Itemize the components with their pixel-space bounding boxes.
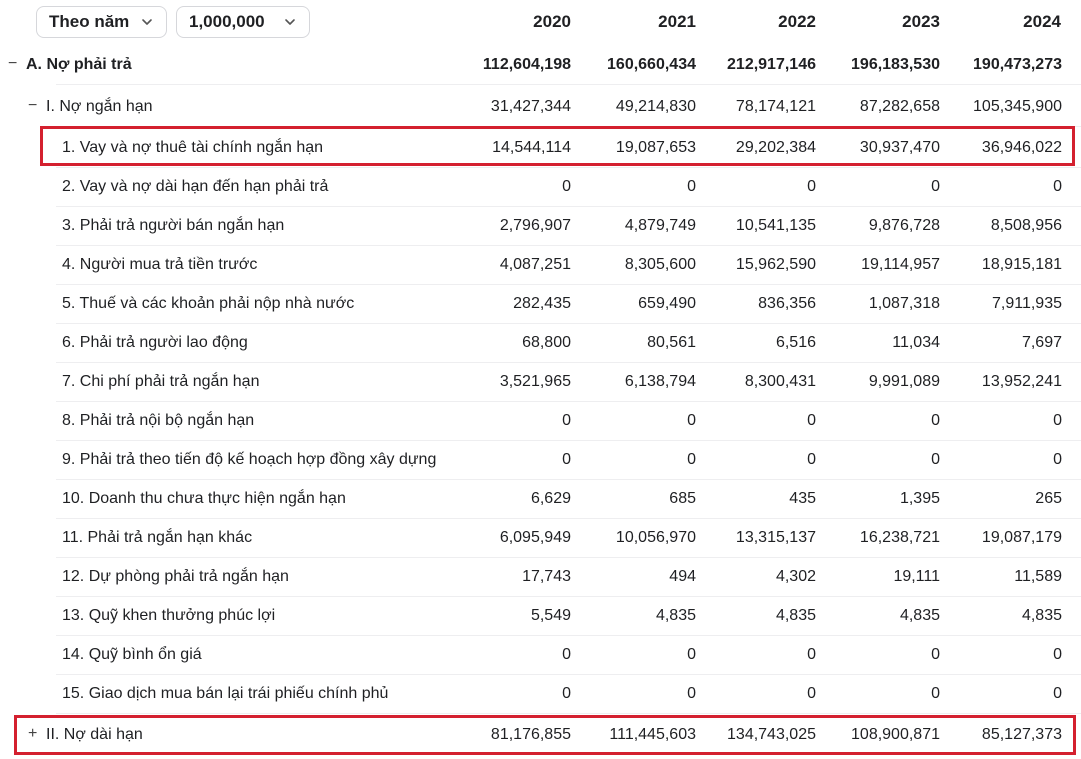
row-value: 1,395 — [899, 490, 940, 507]
row-label: 13. Quỹ khen thưởng phúc lợi — [62, 607, 276, 624]
collapse-icon[interactable]: − — [8, 55, 18, 72]
row-value: 19,087,653 — [615, 139, 696, 156]
row-label: 14. Quỹ bình ổn giá — [62, 646, 202, 663]
row-value: 10,541,135 — [735, 217, 816, 234]
row-value: 4,835 — [899, 607, 940, 624]
row-label: 2. Vay và nợ dài hạn đến hạn phải trả — [62, 178, 329, 195]
row-value: 0 — [562, 412, 571, 429]
table-row — [0, 636, 1081, 675]
row-value: 265 — [1035, 490, 1062, 507]
row-value: 1,087,318 — [868, 295, 940, 312]
row-value: 4,302 — [775, 568, 816, 585]
row-value: 11,589 — [1014, 568, 1062, 585]
row-value: 0 — [562, 685, 571, 702]
row-value: 282,435 — [513, 295, 571, 312]
row-value: 7,697 — [1021, 334, 1062, 351]
table-row — [0, 363, 1081, 402]
row-value: 15,962,590 — [735, 256, 816, 273]
period-select-value: Theo năm — [49, 12, 130, 31]
row-value: 85,127,373 — [981, 726, 1062, 743]
table-row — [0, 480, 1081, 519]
table-row — [0, 441, 1081, 480]
row-value: 80,561 — [647, 334, 696, 351]
row-label: II. Nợ dài hạn — [46, 726, 143, 743]
row-value: 4,087,251 — [499, 256, 571, 273]
row-value: 0 — [562, 178, 571, 195]
collapse-icon[interactable]: − — [28, 97, 38, 114]
row-value: 10,056,970 — [615, 529, 696, 546]
row-value: 6,516 — [775, 334, 816, 351]
row-value: 0 — [1053, 451, 1062, 468]
row-value: 18,915,181 — [981, 256, 1062, 273]
row-value: 134,743,025 — [727, 726, 816, 743]
row-value: 435 — [789, 490, 816, 507]
row-value: 29,202,384 — [735, 139, 816, 156]
row-value: 0 — [687, 412, 696, 429]
row-value: 17,743 — [522, 568, 571, 585]
table-row — [0, 675, 1081, 714]
row-value: 36,946,022 — [981, 139, 1062, 156]
row-value: 49,214,830 — [615, 98, 696, 115]
row-value: 11,034 — [892, 334, 940, 351]
expand-icon[interactable]: + — [28, 725, 38, 742]
row-value: 0 — [931, 178, 940, 195]
table-row — [0, 558, 1081, 597]
row-label: 7. Chi phí phải trả ngắn hạn — [62, 373, 260, 390]
row-value: 6,095,949 — [499, 529, 571, 546]
row-label: 15. Giao dịch mua bán lại trái phiếu chính phủ — [62, 685, 389, 702]
unit-select[interactable] — [176, 6, 310, 38]
row-value: 87,282,658 — [859, 98, 940, 115]
row-label: 6. Phải trả người lao động — [62, 334, 248, 351]
row-value: 196,183,530 — [851, 56, 940, 73]
row-label: 3. Phải trả người bán ngắn hạn — [62, 217, 285, 234]
row-value: 19,111 — [893, 568, 940, 585]
row-label: 4. Người mua trả tiền trước — [62, 256, 258, 273]
row-value: 0 — [687, 451, 696, 468]
row-value: 0 — [562, 646, 571, 663]
row-value: 494 — [669, 568, 696, 585]
row-value: 0 — [931, 646, 940, 663]
row-label: 1. Vay và nợ thuê tài chính ngắn hạn — [62, 139, 324, 156]
period-select[interactable] — [36, 6, 167, 38]
row-value: 108,900,871 — [851, 726, 940, 743]
row-value: 685 — [669, 490, 696, 507]
row-value: 14,544,114 — [492, 139, 571, 156]
year-header: 2022 — [778, 12, 816, 31]
row-value: 8,300,431 — [744, 373, 816, 390]
row-label: 11. Phải trả ngắn hạn khác — [62, 529, 253, 546]
table-row[interactable] — [0, 88, 1081, 127]
row-value: 0 — [687, 685, 696, 702]
row-value: 105,345,900 — [973, 98, 1062, 115]
row-value: 31,427,344 — [490, 98, 571, 115]
row-value: 4,879,749 — [624, 217, 696, 234]
row-value: 4,835 — [1021, 607, 1062, 624]
row-value: 0 — [1053, 646, 1062, 663]
table-row — [0, 324, 1081, 363]
row-label: 10. Doanh thu chưa thực hiện ngắn hạn — [62, 490, 346, 507]
row-label: A. Nợ phải trả — [26, 56, 132, 73]
row-value: 0 — [687, 178, 696, 195]
row-value: 112,604,198 — [482, 56, 571, 73]
table-row — [0, 402, 1081, 441]
year-header: 2020 — [533, 12, 571, 31]
row-value: 0 — [807, 646, 816, 663]
row-value: 0 — [687, 646, 696, 663]
row-divider — [56, 84, 1081, 85]
row-value: 13,315,137 — [735, 529, 816, 546]
row-label: 12. Dự phòng phải trả ngắn hạn — [62, 568, 289, 585]
row-value: 0 — [1053, 412, 1062, 429]
row-value: 19,087,179 — [981, 529, 1062, 546]
row-value: 13,952,241 — [981, 373, 1062, 390]
year-header: 2024 — [1023, 12, 1061, 31]
row-value: 9,876,728 — [868, 217, 940, 234]
row-value: 212,917,146 — [727, 56, 816, 73]
chevron-down-icon — [283, 15, 297, 29]
row-divider — [56, 713, 1081, 714]
row-value: 7,911,935 — [992, 295, 1062, 312]
table-row — [0, 246, 1081, 285]
row-value: 0 — [562, 451, 571, 468]
row-value: 0 — [807, 412, 816, 429]
highlight-box — [40, 126, 1075, 166]
row-value: 8,305,600 — [624, 256, 696, 273]
row-value: 81,176,855 — [490, 726, 571, 743]
row-value: 0 — [1053, 685, 1062, 702]
row-value: 0 — [931, 412, 940, 429]
row-label: 9. Phải trả theo tiến độ kế hoạch hợp đồng xây dựng — [62, 451, 437, 468]
row-value: 19,114,957 — [861, 256, 940, 273]
row-value: 836,356 — [758, 295, 816, 312]
row-value: 0 — [807, 685, 816, 702]
row-value: 30,937,470 — [859, 139, 940, 156]
row-value: 111,445,603 — [609, 726, 696, 743]
row-value: 0 — [931, 451, 940, 468]
row-value: 9,991,089 — [868, 373, 940, 390]
row-value: 3,521,965 — [499, 373, 571, 390]
row-label: I. Nợ ngắn hạn — [46, 98, 153, 115]
row-value: 8,508,956 — [990, 217, 1062, 234]
row-value: 0 — [931, 685, 940, 702]
row-value: 2,796,907 — [499, 217, 571, 234]
row-value: 16,238,721 — [859, 529, 940, 546]
highlight-box — [14, 715, 1076, 755]
table-row — [0, 168, 1081, 207]
table-row — [0, 519, 1081, 558]
row-value: 160,660,434 — [607, 56, 696, 73]
table-row — [0, 597, 1081, 636]
row-label: 5. Thuế và các khoản phải nộp nhà nước — [62, 295, 355, 312]
row-value: 68,800 — [522, 334, 571, 351]
unit-select-value: 1,000,000 — [189, 12, 265, 31]
table-row[interactable] — [0, 46, 1081, 85]
row-value: 5,549 — [530, 607, 571, 624]
row-value: 78,174,121 — [735, 98, 816, 115]
year-header: 2021 — [658, 12, 696, 31]
row-value: 190,473,273 — [973, 56, 1062, 73]
table-row — [0, 285, 1081, 324]
toolbar — [0, 0, 1081, 44]
row-value: 4,835 — [655, 607, 696, 624]
row-label: 8. Phải trả nội bộ ngắn hạn — [62, 412, 255, 429]
row-value: 6,138,794 — [624, 373, 696, 390]
row-value: 4,835 — [775, 607, 816, 624]
row-value: 0 — [807, 451, 816, 468]
year-header: 2023 — [902, 12, 940, 31]
chevron-down-icon — [140, 15, 154, 29]
table-row — [0, 207, 1081, 246]
row-value: 0 — [1053, 178, 1062, 195]
row-value: 0 — [807, 178, 816, 195]
row-value: 659,490 — [638, 295, 696, 312]
row-value: 6,629 — [530, 490, 571, 507]
